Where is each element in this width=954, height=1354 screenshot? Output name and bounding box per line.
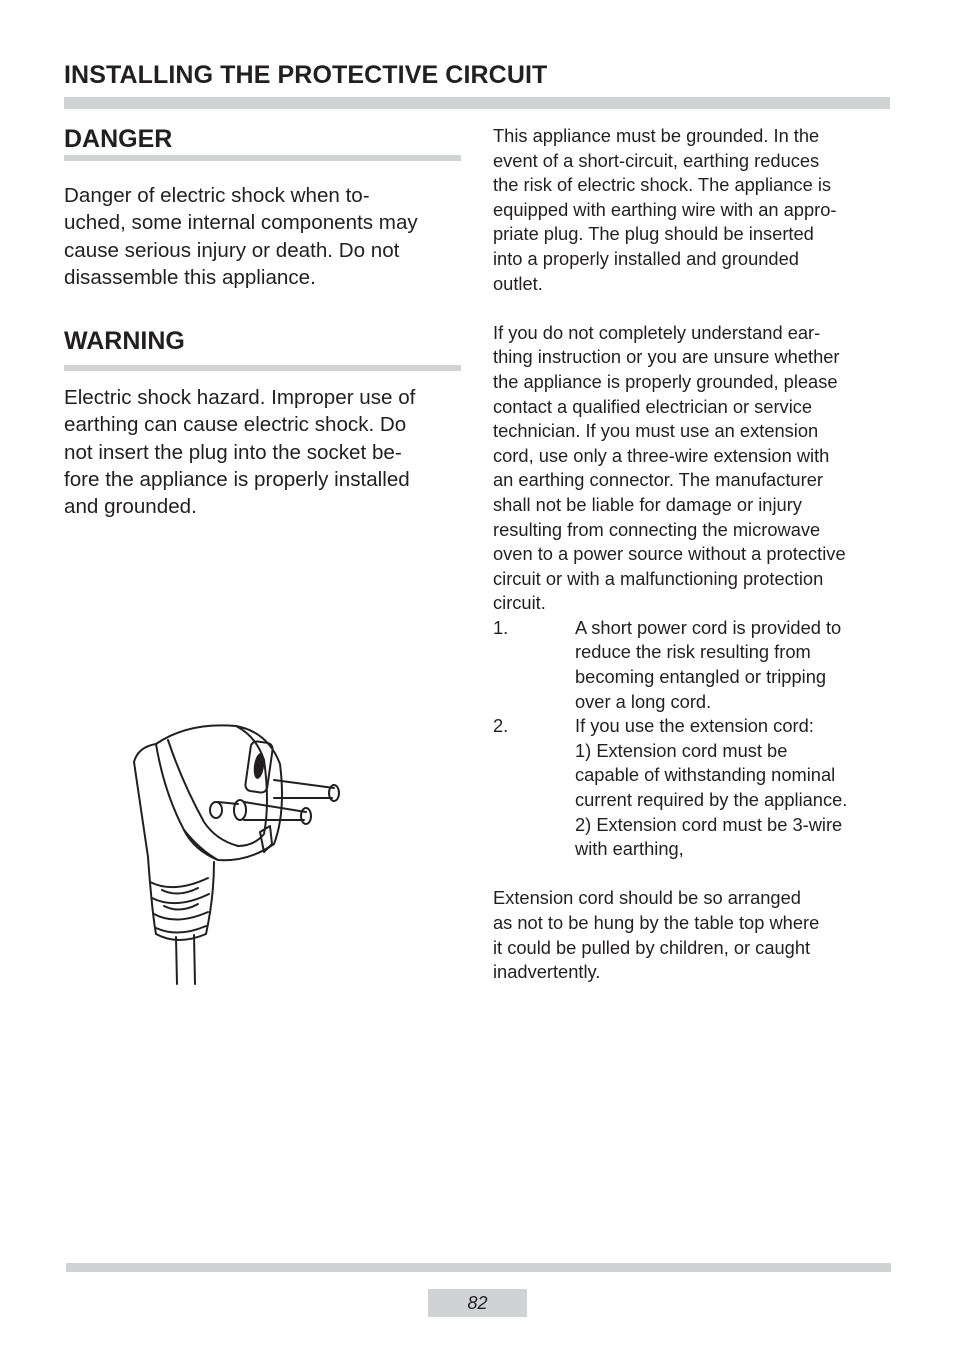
text-line: with earthing, xyxy=(575,838,684,860)
text-line: event of a short-circuit, earthing reduces xyxy=(493,149,820,171)
paragraph-gap xyxy=(493,862,893,887)
text-line: oven to a power source without a protective xyxy=(493,543,846,565)
text-line: inadvertently. xyxy=(493,961,601,983)
text-line: resulting from connecting the microwave xyxy=(493,518,821,540)
text-line: over a long cord. xyxy=(575,690,712,712)
text-line: shall not be liable for damage or injury xyxy=(493,493,802,515)
list-item xyxy=(493,714,893,862)
warning-line: and grounded. xyxy=(64,495,197,519)
danger-line: cause serious injury or death. Do not xyxy=(64,238,400,262)
text-line: reduce the risk resulting from xyxy=(575,641,811,663)
danger-line: disassemble this appliance. xyxy=(64,265,316,289)
warning-line: fore the appliance is properly installed xyxy=(64,467,410,491)
text-line: current required by the appliance. xyxy=(575,789,848,811)
text-line: If you use the extension cord: xyxy=(575,715,814,737)
warning-heading: WARNING xyxy=(64,327,185,355)
danger-heading: DANGER xyxy=(64,125,173,153)
danger-text xyxy=(64,182,464,291)
right-column xyxy=(493,124,893,985)
text-line: it could be pulled by children, or caught xyxy=(493,936,811,958)
extension-paragraph xyxy=(493,321,893,616)
text-line: the risk of electric shock. The appliance is xyxy=(493,174,832,196)
title-divider xyxy=(64,97,890,109)
danger-line: Danger of electric shock when to- xyxy=(64,184,370,207)
text-line: circuit or with a malfunctioning protection xyxy=(493,567,824,589)
text-line: thing instruction or you are unsure whether xyxy=(493,346,840,368)
text-line: the appliance is properly grounded, please xyxy=(493,370,838,392)
text-line: into a properly installed and grounded xyxy=(493,247,799,269)
list-text xyxy=(575,714,893,862)
warning-line: earthing can cause electric shock. Do xyxy=(64,413,407,437)
text-line: contact a qualified electrician or service xyxy=(493,395,813,417)
text-line: technician. If you must use an extension xyxy=(493,420,819,442)
text-line: 1) Extension cord must be xyxy=(575,739,788,761)
list-number: 2. xyxy=(493,715,509,737)
text-line: This appliance must be grounded. In the xyxy=(493,125,820,146)
danger-line: uched, some internal components may xyxy=(64,211,418,235)
text-line: priate plug. The plug should be inserted xyxy=(493,223,814,245)
warning-line: Electric shock hazard. Improper use of xyxy=(64,386,416,409)
list-number: 1. xyxy=(493,616,509,638)
text-line: equipped with earthing wire with an appro- xyxy=(493,198,837,220)
text-line: Extension cord should be so arranged xyxy=(493,887,801,909)
text-line: capable of withstanding nominal xyxy=(575,764,836,786)
list-text xyxy=(575,616,893,714)
warning-text xyxy=(64,384,464,520)
warning-divider xyxy=(64,365,461,371)
text-line: 2) Extension cord must be 3-wire xyxy=(575,813,843,835)
grounding-paragraph xyxy=(493,124,893,296)
warning-line: not insert the plug into the socket be- xyxy=(64,440,402,464)
danger-divider xyxy=(64,155,461,161)
page-number: 82 xyxy=(428,1289,527,1317)
text-line: as not to be hung by the table top where xyxy=(493,912,820,933)
footer-divider xyxy=(66,1263,891,1272)
text-line: outlet. xyxy=(493,272,543,294)
text-line: cord, use only a three-wire extension with xyxy=(493,444,830,466)
arrangement-paragraph xyxy=(493,886,893,984)
section-title: INSTALLING THE PROTECTIVE CIRCUIT xyxy=(64,61,548,89)
text-line: A short power cord is provided to xyxy=(575,616,842,638)
text-line: an earthing connector. The manufacturer xyxy=(493,469,823,491)
text-line: If you do not completely understand ear- xyxy=(493,321,821,343)
text-line: circuit. xyxy=(493,592,546,614)
text-line: becoming entangled or tripping xyxy=(575,666,827,688)
paragraph-gap xyxy=(493,296,893,321)
power-plug-icon xyxy=(128,722,348,992)
list-item xyxy=(493,616,893,714)
